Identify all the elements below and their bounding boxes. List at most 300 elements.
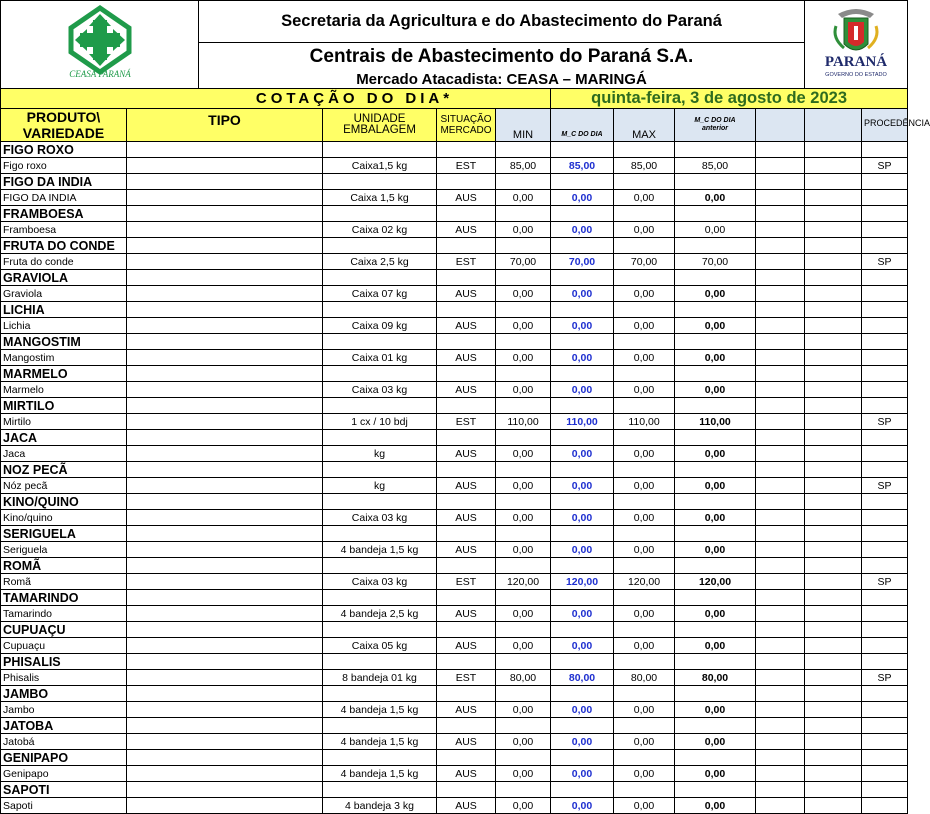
group-tipo <box>127 366 323 382</box>
item-procedencia <box>862 318 908 334</box>
group-cell <box>551 302 614 318</box>
item-empty-1 <box>756 606 805 622</box>
cotacao-do-dia: COTAÇÃO DO DIA* <box>1 89 551 109</box>
group-name: FRUTA DO CONDE <box>1 238 127 254</box>
item-max: 0,00 <box>614 478 675 494</box>
item-unit: Caixa1,5 kg <box>323 158 437 174</box>
group-cell <box>805 590 862 606</box>
item-procedencia <box>862 350 908 366</box>
item-row <box>1 702 908 718</box>
item-procedencia <box>862 190 908 206</box>
group-cell <box>675 590 756 606</box>
group-cell <box>437 174 496 190</box>
group-cell <box>496 174 551 190</box>
item-mc-anterior: 0,00 <box>675 766 756 782</box>
group-row <box>1 622 908 638</box>
item-min: 110,00 <box>496 414 551 430</box>
group-row <box>1 366 908 382</box>
group-row <box>1 526 908 542</box>
item-empty-2 <box>805 606 862 622</box>
group-cell <box>614 142 675 158</box>
item-unit: 4 bandeja 3 kg <box>323 798 437 814</box>
item-empty-1 <box>756 734 805 750</box>
item-empty-2 <box>805 670 862 686</box>
group-cell <box>862 302 908 318</box>
group-cell <box>614 430 675 446</box>
col-variedade: VARIEDADE <box>22 125 105 141</box>
item-max: 0,00 <box>614 606 675 622</box>
group-cell <box>756 590 805 606</box>
col-tipo-label: TIPO <box>208 112 241 128</box>
item-procedencia <box>862 702 908 718</box>
group-cell <box>437 462 496 478</box>
group-tipo <box>127 142 323 158</box>
group-cell <box>614 718 675 734</box>
item-max: 0,00 <box>614 286 675 302</box>
group-row <box>1 302 908 318</box>
group-name: NOZ PECÃ <box>1 462 127 478</box>
item-mc-dia: 0,00 <box>551 382 614 398</box>
group-cell <box>805 718 862 734</box>
group-cell <box>614 590 675 606</box>
group-cell <box>614 366 675 382</box>
item-situacao: AUS <box>437 542 496 558</box>
item-max: 0,00 <box>614 510 675 526</box>
item-min: 0,00 <box>496 510 551 526</box>
item-unit: 1 cx / 10 bdj <box>323 414 437 430</box>
item-mc-anterior: 0,00 <box>675 382 756 398</box>
group-name: MANGOSTIM <box>1 334 127 350</box>
item-empty-2 <box>805 766 862 782</box>
group-cell <box>756 206 805 222</box>
item-row <box>1 510 908 526</box>
group-cell <box>614 462 675 478</box>
group-cell <box>805 174 862 190</box>
item-empty-2 <box>805 638 862 654</box>
item-empty-1 <box>756 638 805 654</box>
item-variety: Tamarindo <box>1 606 127 622</box>
item-variety: Marmelo <box>1 382 127 398</box>
group-tipo <box>127 654 323 670</box>
group-cell <box>323 718 437 734</box>
col-mc-dia-label: M_C DO DIA <box>561 131 603 138</box>
col-unidade-line1: UNIDADE <box>353 113 406 125</box>
group-cell <box>805 462 862 478</box>
group-cell <box>862 142 908 158</box>
parana-logo <box>805 1 908 89</box>
item-mc-anterior: 120,00 <box>675 574 756 590</box>
item-situacao: AUS <box>437 702 496 718</box>
item-mc-dia: 0,00 <box>551 734 614 750</box>
group-cell <box>496 654 551 670</box>
item-unit: kg <box>323 446 437 462</box>
item-empty-2 <box>805 510 862 526</box>
item-empty-1 <box>756 574 805 590</box>
group-cell <box>323 782 437 798</box>
item-mc-anterior: 0,00 <box>675 286 756 302</box>
group-row <box>1 654 908 670</box>
item-mc-anterior: 0,00 <box>675 606 756 622</box>
group-cell <box>614 334 675 350</box>
group-row <box>1 398 908 414</box>
item-empty-1 <box>756 766 805 782</box>
group-cell <box>496 718 551 734</box>
group-cell <box>496 622 551 638</box>
item-procedencia <box>862 766 908 782</box>
item-variety: Nóz pecã <box>1 478 127 494</box>
group-cell <box>862 750 908 766</box>
col-situacao <box>437 109 496 142</box>
group-cell <box>437 654 496 670</box>
item-empty-1 <box>756 286 805 302</box>
col-mc-anterior-line2: anterior <box>701 125 729 132</box>
group-cell <box>551 142 614 158</box>
group-cell <box>614 654 675 670</box>
group-cell <box>862 430 908 446</box>
item-procedencia <box>862 286 908 302</box>
item-tipo <box>127 766 323 782</box>
group-cell <box>496 302 551 318</box>
group-cell <box>805 782 862 798</box>
group-name: CUPUAÇU <box>1 622 127 638</box>
item-max: 85,00 <box>614 158 675 174</box>
group-tipo <box>127 558 323 574</box>
group-cell <box>323 142 437 158</box>
group-cell <box>862 238 908 254</box>
group-cell <box>323 398 437 414</box>
group-cell <box>437 622 496 638</box>
group-cell <box>675 302 756 318</box>
group-cell <box>551 430 614 446</box>
group-cell <box>862 622 908 638</box>
item-min: 85,00 <box>496 158 551 174</box>
group-cell <box>756 270 805 286</box>
group-cell <box>675 398 756 414</box>
item-tipo <box>127 286 323 302</box>
item-min: 120,00 <box>496 574 551 590</box>
item-max: 0,00 <box>614 766 675 782</box>
item-max: 120,00 <box>614 574 675 590</box>
item-max: 0,00 <box>614 446 675 462</box>
item-min: 0,00 <box>496 190 551 206</box>
col-procedencia-label: PROCEDÊNCIA <box>864 118 930 128</box>
group-cell <box>437 718 496 734</box>
title-line-1: Secretaria da Agricultura e do Abastecimento do Paraná <box>199 1 805 43</box>
group-row <box>1 494 908 510</box>
group-cell <box>551 398 614 414</box>
group-cell <box>323 750 437 766</box>
group-cell <box>805 558 862 574</box>
item-procedencia <box>862 222 908 238</box>
item-min: 0,00 <box>496 542 551 558</box>
group-cell <box>805 750 862 766</box>
group-name: SAPOTI <box>1 782 127 798</box>
item-situacao: AUS <box>437 638 496 654</box>
item-empty-2 <box>805 254 862 270</box>
group-cell <box>862 654 908 670</box>
group-cell <box>437 494 496 510</box>
group-cell <box>437 750 496 766</box>
group-name: FIGO ROXO <box>1 142 127 158</box>
group-cell <box>862 334 908 350</box>
item-empty-2 <box>805 446 862 462</box>
item-situacao: EST <box>437 670 496 686</box>
item-tipo <box>127 158 323 174</box>
group-cell <box>551 270 614 286</box>
item-empty-1 <box>756 318 805 334</box>
group-cell <box>614 622 675 638</box>
group-name: JATOBA <box>1 718 127 734</box>
item-unit: Caixa 03 kg <box>323 574 437 590</box>
item-mc-dia: 0,00 <box>551 446 614 462</box>
item-empty-1 <box>756 350 805 366</box>
col-produto: PRODUTO\ <box>26 109 101 125</box>
item-min: 0,00 <box>496 798 551 814</box>
item-variety: Mirtilo <box>1 414 127 430</box>
item-empty-1 <box>756 702 805 718</box>
group-cell <box>862 174 908 190</box>
group-cell <box>805 494 862 510</box>
group-cell <box>862 686 908 702</box>
group-cell <box>323 462 437 478</box>
item-variety: Sapoti <box>1 798 127 814</box>
group-row <box>1 430 908 446</box>
group-cell <box>323 270 437 286</box>
item-situacao: EST <box>437 574 496 590</box>
item-unit: Caixa 02 kg <box>323 222 437 238</box>
item-procedencia: SP <box>862 670 908 686</box>
item-tipo <box>127 798 323 814</box>
group-cell <box>496 334 551 350</box>
item-mc-anterior: 0,00 <box>675 350 756 366</box>
item-variety: Seriguela <box>1 542 127 558</box>
group-cell <box>675 366 756 382</box>
group-cell <box>437 526 496 542</box>
col-situacao-line1: SITUAÇÃO <box>440 114 492 125</box>
group-name: JAMBO <box>1 686 127 702</box>
group-tipo <box>127 718 323 734</box>
item-max: 0,00 <box>614 702 675 718</box>
item-row <box>1 542 908 558</box>
item-empty-2 <box>805 574 862 590</box>
item-unit: kg <box>323 478 437 494</box>
item-unit: Caixa 2,5 kg <box>323 254 437 270</box>
group-cell <box>756 430 805 446</box>
report-date: quinta-feira, 3 de agosto de 2023 <box>551 89 908 109</box>
item-row <box>1 158 908 174</box>
item-empty-1 <box>756 190 805 206</box>
item-row <box>1 798 908 814</box>
group-cell <box>756 238 805 254</box>
group-cell <box>551 334 614 350</box>
group-cell <box>756 174 805 190</box>
col-empty-2 <box>805 109 862 142</box>
col-mc-anterior-line1: M_C DO DIA <box>694 117 736 124</box>
item-mc-dia: 0,00 <box>551 318 614 334</box>
group-cell <box>756 462 805 478</box>
item-variety: Jaca <box>1 446 127 462</box>
group-cell <box>805 302 862 318</box>
group-cell <box>675 558 756 574</box>
item-unit: Caixa 05 kg <box>323 638 437 654</box>
group-cell <box>862 462 908 478</box>
group-cell <box>496 238 551 254</box>
item-procedencia <box>862 446 908 462</box>
group-cell <box>805 622 862 638</box>
item-procedencia <box>862 510 908 526</box>
item-procedencia: SP <box>862 158 908 174</box>
col-produto-variedade <box>1 109 127 142</box>
item-procedencia <box>862 638 908 654</box>
item-empty-2 <box>805 350 862 366</box>
col-procedencia <box>862 109 930 142</box>
item-mc-anterior: 0,00 <box>675 222 756 238</box>
item-max: 0,00 <box>614 798 675 814</box>
group-tipo <box>127 174 323 190</box>
group-cell <box>551 622 614 638</box>
item-empty-1 <box>756 798 805 814</box>
item-tipo <box>127 382 323 398</box>
group-cell <box>756 750 805 766</box>
group-cell <box>323 622 437 638</box>
item-situacao: AUS <box>437 222 496 238</box>
group-cell <box>675 622 756 638</box>
item-empty-2 <box>805 222 862 238</box>
item-max: 70,00 <box>614 254 675 270</box>
item-tipo <box>127 510 323 526</box>
item-row <box>1 318 908 334</box>
group-cell <box>675 494 756 510</box>
ceasa-logo <box>1 1 199 89</box>
group-cell <box>756 494 805 510</box>
group-cell <box>551 782 614 798</box>
item-max: 0,00 <box>614 734 675 750</box>
item-max: 0,00 <box>614 190 675 206</box>
item-situacao: AUS <box>437 382 496 398</box>
group-cell <box>805 270 862 286</box>
group-name: SERIGUELA <box>1 526 127 542</box>
col-mc-anterior <box>675 109 756 142</box>
group-cell <box>437 334 496 350</box>
item-mc-dia: 0,00 <box>551 766 614 782</box>
item-unit: Caixa 01 kg <box>323 350 437 366</box>
item-variety: Mangostim <box>1 350 127 366</box>
item-variety: Jambo <box>1 702 127 718</box>
title-line-3: Mercado Atacadista: CEASA – MARINGÁ <box>199 71 805 89</box>
item-empty-2 <box>805 414 862 430</box>
item-tipo <box>127 542 323 558</box>
item-empty-1 <box>756 254 805 270</box>
item-mc-anterior: 0,00 <box>675 542 756 558</box>
item-max: 0,00 <box>614 638 675 654</box>
group-cell <box>496 686 551 702</box>
item-min: 0,00 <box>496 702 551 718</box>
item-mc-dia: 80,00 <box>551 670 614 686</box>
group-cell <box>614 174 675 190</box>
item-empty-1 <box>756 414 805 430</box>
group-cell <box>862 782 908 798</box>
svg-text:GOVERNO DO ESTADO: GOVERNO DO ESTADO <box>825 72 887 78</box>
group-cell <box>614 782 675 798</box>
group-name: JACA <box>1 430 127 446</box>
item-mc-dia: 0,00 <box>551 702 614 718</box>
group-cell <box>756 398 805 414</box>
group-row <box>1 558 908 574</box>
item-variety: Framboesa <box>1 222 127 238</box>
group-cell <box>675 206 756 222</box>
item-tipo <box>127 254 323 270</box>
group-cell <box>614 270 675 286</box>
item-variety: Figo roxo <box>1 158 127 174</box>
item-min: 0,00 <box>496 638 551 654</box>
group-cell <box>551 558 614 574</box>
item-empty-2 <box>805 702 862 718</box>
group-cell <box>675 174 756 190</box>
group-row <box>1 750 908 766</box>
item-min: 0,00 <box>496 606 551 622</box>
group-tipo <box>127 782 323 798</box>
item-row <box>1 670 908 686</box>
group-cell <box>496 206 551 222</box>
item-situacao: AUS <box>437 286 496 302</box>
group-cell <box>675 654 756 670</box>
item-mc-anterior: 0,00 <box>675 190 756 206</box>
item-min: 0,00 <box>496 766 551 782</box>
item-mc-dia: 0,00 <box>551 606 614 622</box>
group-cell <box>805 686 862 702</box>
item-unit: 4 bandeja 1,5 kg <box>323 542 437 558</box>
item-empty-2 <box>805 190 862 206</box>
item-mc-dia: 0,00 <box>551 286 614 302</box>
group-cell <box>614 686 675 702</box>
item-empty-2 <box>805 798 862 814</box>
item-procedencia <box>862 542 908 558</box>
group-name: PHISALIS <box>1 654 127 670</box>
item-empty-1 <box>756 158 805 174</box>
group-tipo <box>127 334 323 350</box>
group-cell <box>675 718 756 734</box>
item-tipo <box>127 446 323 462</box>
item-situacao: AUS <box>437 350 496 366</box>
group-cell <box>437 238 496 254</box>
item-empty-1 <box>756 510 805 526</box>
group-cell <box>805 366 862 382</box>
item-variety: Fruta do conde <box>1 254 127 270</box>
group-cell <box>805 654 862 670</box>
group-tipo <box>127 622 323 638</box>
group-name: MARMELO <box>1 366 127 382</box>
group-cell <box>805 142 862 158</box>
group-tipo <box>127 430 323 446</box>
item-unit: 4 bandeja 1,5 kg <box>323 734 437 750</box>
group-cell <box>862 590 908 606</box>
item-empty-1 <box>756 670 805 686</box>
item-tipo <box>127 478 323 494</box>
group-cell <box>862 494 908 510</box>
group-cell <box>551 462 614 478</box>
item-empty-1 <box>756 382 805 398</box>
group-tipo <box>127 686 323 702</box>
item-situacao: EST <box>437 254 496 270</box>
group-tipo <box>127 494 323 510</box>
group-cell <box>805 430 862 446</box>
item-unit: 8 bandeja 01 kg <box>323 670 437 686</box>
item-mc-anterior: 70,00 <box>675 254 756 270</box>
group-cell <box>323 174 437 190</box>
item-mc-dia: 0,00 <box>551 190 614 206</box>
group-cell <box>437 782 496 798</box>
group-row <box>1 718 908 734</box>
